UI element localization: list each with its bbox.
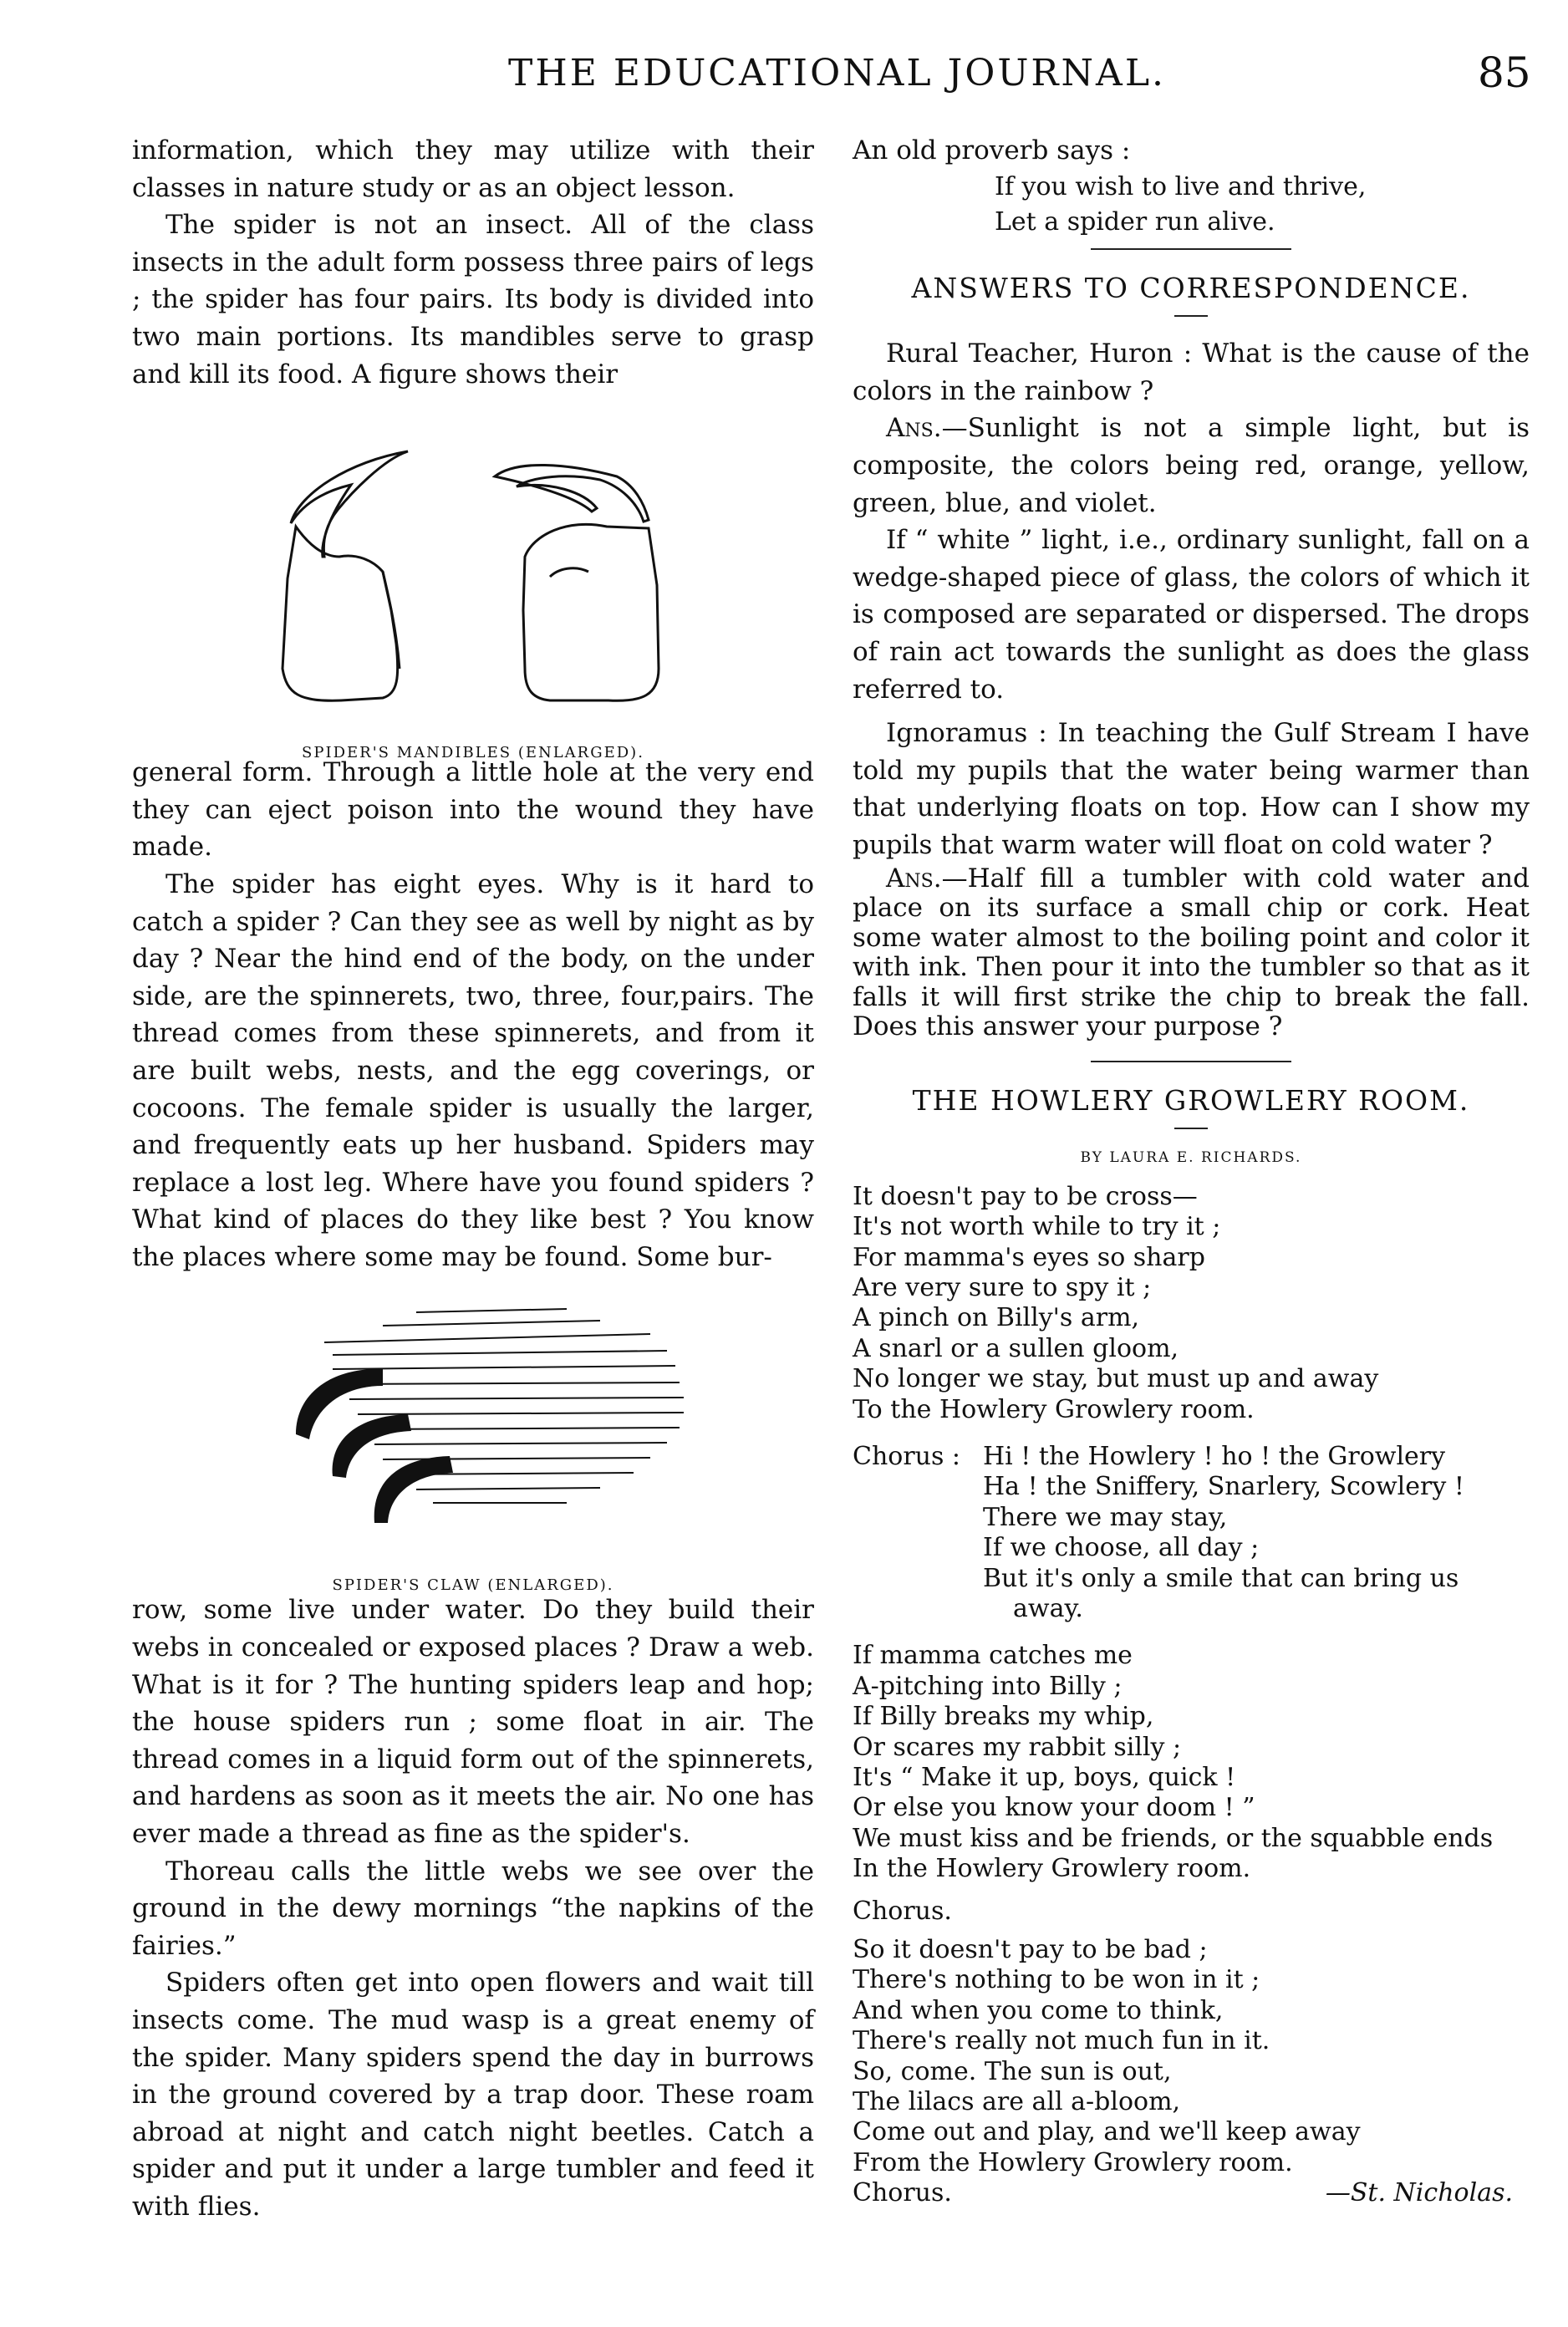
spider-claw-illustration (132, 1276, 814, 1551)
paragraph: general form. Through a little hole at the very end they can eject poison into the wound they have made. (132, 757, 814, 863)
paragraph: information, which they may utilize with their classes in nature study or as an object lesson. (132, 135, 814, 203)
paragraph: Spiders often get into open flowers and wait till insects come. The mud wasp is a great enemy of the spider. Many spiders spend the day in burrows in the ground covered by a trap door. These roam abroad at night and catch night beetles. Catch a spider and put it under a large tumbler and feed it with flies. (132, 1968, 814, 2222)
figure-caption: SPIDER'S CLAW (ENLARGED). (332, 1576, 614, 1595)
answer-label: Ans. (886, 863, 942, 894)
poem-line: A-pitching into Billy ; (853, 1671, 1123, 1701)
poem-chorus (853, 1442, 1530, 1624)
poem-line: The lilacs are all a-bloom, (853, 2087, 1181, 2117)
page-number: 85 (1478, 48, 1531, 97)
poem-line: There we may stay, (983, 1502, 1228, 1532)
poem-line: If mamma catches me (853, 1641, 1133, 1671)
heading-dash (1174, 315, 1208, 317)
poem-line: To the Howlery Growlery room. (853, 1394, 1255, 1424)
right-column (853, 132, 1530, 2209)
poem-line: away. (1013, 1593, 1083, 1623)
poem-line: So it doesn't pay to be bad ; (853, 1935, 1208, 1965)
chorus-label: Chorus : (853, 1441, 961, 1471)
spider-mandibles-illustration (132, 393, 814, 719)
poem-line: No longer we stay, but must up and away (853, 1364, 1379, 1394)
journal-title: THE EDUCATIONAL JOURNAL. (508, 52, 1167, 94)
poem-line: We must kiss and be friends, or the squabble ends (853, 1823, 1494, 1853)
answer-text: —Half fill a tumbler with cold water and place on its surface a small chip or cork. Heat some water almost to the boiling point and color it with ink. Then pour it into the tumbler so that as it falls it will first strike the chip to break the fall. Does this answer your purpose ? (853, 863, 1530, 1041)
proverb-line: Let a spider run alive. (995, 206, 1275, 237)
chorus-lines (983, 1442, 1464, 1624)
claw-figure (132, 1276, 814, 1595)
answer (853, 864, 1530, 1042)
poem-line: Or scares my rabbit silly ; (853, 1732, 1182, 1762)
question: Ignoramus : In teaching the Gulf Stream I have told my pupils that the water being warmer than that underlying floats on top. How can I show my pupils that warm water will float on cold water ? (853, 718, 1530, 860)
question: Rural Teacher, Huron : What is the cause of the colors in the rainbow ? (853, 339, 1530, 406)
poem-line: It doesn't pay to be cross— (853, 1181, 1198, 1211)
poem-line: Ha ! the Sniffery, Snarlery, Scowlery ! (983, 1472, 1464, 1502)
poem-byline: BY LAURA E. RICHARDS. (1080, 1149, 1302, 1167)
poem-stanza (853, 1641, 1530, 1884)
poem-line: If Billy breaks my whip, (853, 1702, 1154, 1732)
poem-stanza (853, 1182, 1530, 1425)
poem-line: So, come. The sun is out, (853, 2056, 1172, 2086)
poem-line: It's not worth while to try it ; (853, 1212, 1221, 1242)
answer-label: Ans. (886, 413, 942, 444)
answer-text: —Sunlight is not a simple light, but is composite, the colors being red, orange, yellow, green, blue, and violet. (853, 413, 1530, 518)
page-header (0, 48, 1568, 102)
figure-caption: SPIDER'S MANDIBLES (ENLARGED). (302, 743, 644, 761)
poem-line: In the Howlery Growlery room. (853, 1854, 1251, 1884)
paragraph: The spider has eight eyes. Why is it hard to catch a spider ? Can they see as well by night as by day ? Near the hind end of the body, on the under side, are the spinnerets, two, three, four,pairs. The thread comes from these spinnerets, and from it are built webs, nests, and the egg coverings, or cocoons. The female spider is usually the larger, and frequently eats up her husband. Spiders may replace a lost leg. Where have you found spiders ? What kind of places do they like best ? You know the places where some may be found. Some bur- (132, 868, 814, 1272)
poem-line: And when you come to think, (853, 1995, 1224, 2025)
poem-title: THE HOWLERY GROWLERY ROOM. (912, 1083, 1470, 1117)
poem-line: Come out and play, and we'll keep away (853, 2117, 1361, 2147)
paragraph: If “ white ” light, i.e., ordinary sunlight, fall on a wedge-shaped piece of glass, the colors of which it is composed are separated or dispersed. The drops of rain act towards the sunlight as does the glass referred to. (853, 525, 1530, 705)
poem-line: There's nothing to be won in it ; (853, 1965, 1260, 1995)
poem-line: But it's only a smile that can bring us (983, 1563, 1459, 1593)
mandibles-figure (132, 393, 814, 761)
poem-line: A snarl or a sullen gloom, (853, 1333, 1179, 1363)
poem-line: For mamma's eyes so sharp (853, 1242, 1205, 1272)
section-rule (1091, 248, 1291, 250)
paragraph: The spider is not an insect. All of the class insects in the adult form possess three pairs of legs ; the spider has four pairs. Its body is divided into two main portions. Its mandibles serve to grasp and kill its food. A figure shows their (132, 210, 814, 390)
answer (853, 410, 1530, 522)
poem-line: It's “ Make it up, boys, quick ! (853, 1763, 1236, 1792)
paragraph: Thoreau calls the little webs we see over the ground in the dewy mornings “the napkins of the fairies.” (132, 1856, 814, 1961)
proverb-intro: An old proverb says : (853, 135, 1131, 165)
poem-line: From the Howlery Growlery room. (853, 2147, 1293, 2177)
poem-footer (853, 2178, 1530, 2208)
proverb-line: If you wish to live and thrive, (995, 171, 1367, 201)
poem-line: Are very sure to spy it ; (853, 1272, 1152, 1302)
heading-dash (1174, 1128, 1208, 1129)
paragraph: row, some live under water. Do they build their webs in concealed or exposed places ? Draw a web. What is it for ? The hunting spiders leap and hop; the house spiders run ; some float in air. The thread comes in a liquid form out of the spinnerets, and hardens as soon as it meets the air. No one has ever made a thread as fine as the spider's. (132, 1595, 814, 1850)
chorus-reference: Chorus. (853, 1896, 952, 1926)
poem-line: There's really not much fun in it. (853, 2026, 1270, 2056)
poem-line: A pinch on Billy's arm, (853, 1303, 1140, 1333)
poem-line: If we choose, all day ; (983, 1533, 1260, 1563)
chorus-reference: Chorus. (853, 2178, 952, 2208)
poem-line: Or else you know your doom ! ” (853, 1793, 1255, 1823)
poem-source: —St. Nicholas. (1325, 2178, 1513, 2208)
poem-line: Hi ! the Howlery ! ho ! the Growlery (983, 1441, 1446, 1471)
poem-stanza (853, 1935, 1530, 2178)
section-rule (1091, 1061, 1291, 1062)
left-column (132, 132, 814, 2226)
answers-heading: ANSWERS TO CORRESPONDENCE. (911, 271, 1471, 304)
